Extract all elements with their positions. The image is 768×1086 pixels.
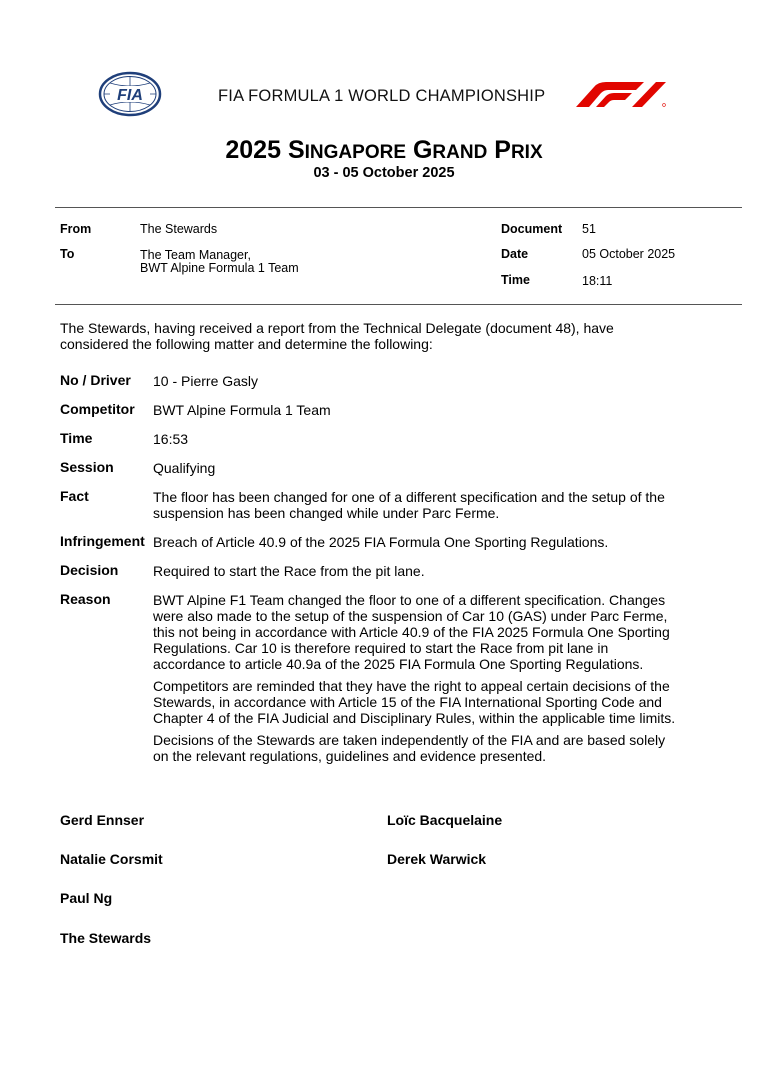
infringement-label: Infringement [60,533,145,549]
decision-label: Decision [60,562,119,578]
steward-name: Loïc Bacquelaine [387,812,503,828]
steward-name: Derek Warwick [387,851,487,867]
steward-name: Natalie Corsmit [60,851,163,867]
championship-name: FIA FORMULA 1 WORLD CHAMPIONSHIP [218,87,546,105]
session-value: Qualifying [153,460,216,476]
to-label: To [60,247,75,261]
from-value: The Stewards [140,222,218,236]
fact-label: Fact [60,488,89,504]
event-dates: 03 - 05 October 2025 [313,165,455,181]
driver-value: 10 - Pierre Gasly [153,373,259,389]
time-label: Time [501,273,530,287]
time-row-value: 16:53 [153,431,189,447]
appeal-paragraph: Competitors are reminded that they have the right to appeal certain decisions of the Stewards, in accordance with Article 15 of the FIA International Sporting Code and Chapter 4 of the FIA Judicial and Disciplinary Rules, within the applicable time limits. [153,678,676,726]
session-label: Session [60,459,114,475]
date-label: Date [501,247,529,261]
decision-value: Required to start the Race from the pit lane. [153,563,425,579]
stewards-footer: The Stewards [60,930,152,946]
fia-logo-text: FIA [117,87,143,104]
driver-label: No / Driver [60,372,131,388]
fact-value: The floor has been changed for one of a different specification and the setup of the suspension has been changed while under Parc Ferme. [153,489,665,521]
divider [55,207,742,208]
reason-paragraph: BWT Alpine F1 Team changed the floor to one of a different specification. Changes were also made to the setup of the suspension of Car 10 (GAS) under Parc Ferme, this not being in accordance with Article 40.9 of the FIA 2025 Formula One Sporting Regulations. Car 10 is therefore required to start the Race from pit lane in accordance to article 40.9a of the 2025 FIA Formula One Sporting Regulations. [153,592,670,672]
competitor-value: BWT Alpine Formula 1 Team [153,402,331,418]
document-label: Document [501,222,563,236]
to-value-line1: The Team Manager, [140,248,251,262]
steward-name: Gerd Ennser [60,812,145,828]
intro-paragraph: The Stewards, having received a report from the Technical Delegate (document 48), have considered the following matter and determine the following: [60,320,614,352]
grand-prix-title: 2025 SINGAPORE GRAND PRIX [225,136,543,164]
infringement-value: Breach of Article 40.9 of the 2025 FIA Formula One Sporting Regulations. [153,534,609,550]
time-value: 18:11 [582,274,613,288]
independence-paragraph: Decisions of the Stewards are taken independently of the FIA and are based solely on the relevant regulations, guidelines and evidence presented. [153,732,666,764]
to-value-line2: BWT Alpine Formula 1 Team [140,261,299,275]
f1-logo-icon [574,81,668,107]
gp-year: 2025 [225,136,281,164]
steward-name: Paul Ng [60,890,113,906]
date-value: 05 October 2025 [582,247,676,261]
fia-logo-icon [98,71,162,117]
reason-label: Reason [60,591,111,607]
reason-value [153,592,713,770]
divider [55,304,742,305]
time-row-label: Time [60,430,93,446]
document-value: 51 [582,222,596,236]
competitor-label: Competitor [60,401,135,417]
from-label: From [60,222,92,236]
